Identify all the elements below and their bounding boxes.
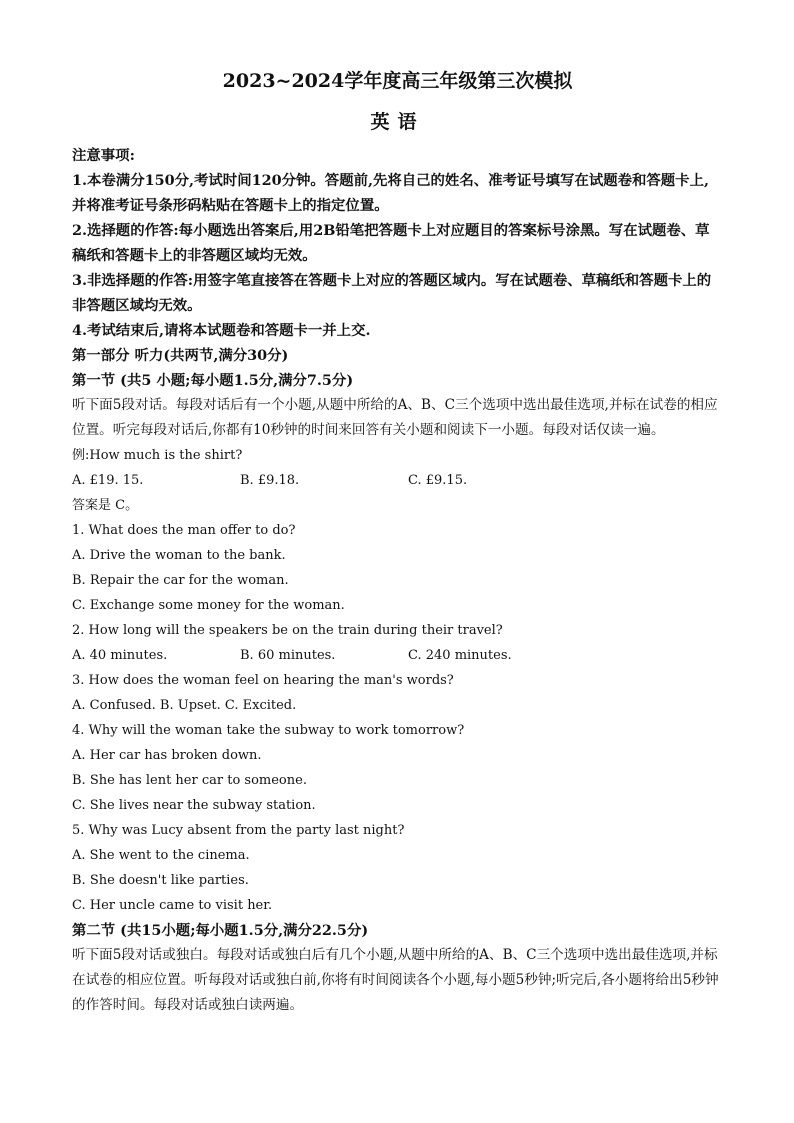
question-2-option-c: C. 240 minutes. — [408, 648, 512, 663]
question-3-options: A. Confused. B. Upset. C. Excited. — [72, 698, 297, 713]
question-4-option-c: C. She lives near the subway station. — [72, 798, 316, 813]
question-2-options — [72, 643, 723, 668]
exam-subject: 英语 — [370, 111, 425, 133]
notes-item-3: 3.非选择题的作答:用签字笔直接答在答题卡上对应的答题区域内。写在试题卷、草稿纸和答题卡上的非答题区域均无效。 — [72, 272, 712, 314]
question-4-option-b: B. She has lent her car to someone. — [72, 773, 307, 788]
example-options — [72, 468, 723, 493]
question-2-option-b: B. 60 minutes. — [240, 648, 336, 663]
notes-heading: 注意事项: — [72, 147, 135, 164]
question-5-stem: 5. Why was Lucy absent from the party last night? — [72, 823, 405, 838]
question-1-option-b: B. Repair the car for the woman. — [72, 573, 289, 588]
notes-item-1: 1.本卷满分150分,考试时间120分钟。答题前,先将自己的姓名、准考证号填写在试题卷和答题卡上,并将准考证号条形码粘贴在答题卡上的指定位置。 — [72, 172, 709, 214]
example-answer: 答案是 C。 — [72, 498, 139, 513]
section1-heading: 第一节 (共5 小题;每小题1.5分,满分7.5分) — [72, 372, 354, 389]
example-option-a: A. £19. 15. — [72, 473, 144, 488]
question-5-option-a: A. She went to the cinema. — [72, 848, 250, 863]
exam-title: 2023~2024学年度高三年级第三次模拟 — [222, 70, 573, 92]
example-question: 例:How much is the shirt? — [72, 448, 243, 463]
notes-item-2: 2.选择题的作答:每小题选出答案后,用2B铅笔把答题卡上对应题目的答案标号涂黑。写在试题卷、草稿纸和答题卡上的非答题区域均无效。 — [72, 222, 710, 264]
section1-instructions: 听下面5段对话。每段对话后有一个小题,从题中所给的A、B、C三个选项中选出最佳选项,并标在试卷的相应位置。听完每段对话后,你都有10秒钟的时间来回答有关小题和阅读下一小题。每段对话仅读一遍。 — [72, 397, 718, 438]
notes-item-4: 4.考试结束后,请将本试题卷和答题卡一并上交. — [72, 322, 371, 339]
question-2-stem: 2. How long will the speakers be on the train during their travel? — [72, 623, 503, 638]
question-1-stem: 1. What does the man offer to do? — [72, 523, 296, 538]
question-5-option-c: C. Her uncle came to visit her. — [72, 898, 273, 913]
question-4-stem: 4. Why will the woman take the subway to work tomorrow? — [72, 723, 465, 738]
example-option-c: C. £9.15. — [408, 473, 468, 488]
question-2-option-a: A. 40 minutes. — [72, 648, 168, 663]
question-1-option-c: C. Exchange some money for the woman. — [72, 598, 345, 613]
question-4-option-a: A. Her car has broken down. — [72, 748, 262, 763]
section2-instructions: 听下面5段对话或独白。每段对话或独白后有几个小题,从题中所给的A、B、C三个选项中选出最佳选项,并标在试卷的相应位置。听每段对话或独白前,你将有时间阅读各个小题,每小题5秒钟;听完后,各小题将给出5秒钟的作答时间。每段对话或独白读两遍。 — [72, 947, 719, 1013]
example-option-b: B. £9.18. — [240, 473, 300, 488]
section2-heading: 第二节 (共15小题;每小题1.5分,满分22.5分) — [72, 922, 369, 939]
question-3-stem: 3. How does the woman feel on hearing the man's words? — [72, 673, 454, 688]
part1-heading: 第一部分 听力(共两节,满分30分) — [72, 347, 289, 364]
question-1-option-a: A. Drive the woman to the bank. — [72, 548, 286, 563]
question-5-option-b: B. She doesn't like parties. — [72, 873, 249, 888]
